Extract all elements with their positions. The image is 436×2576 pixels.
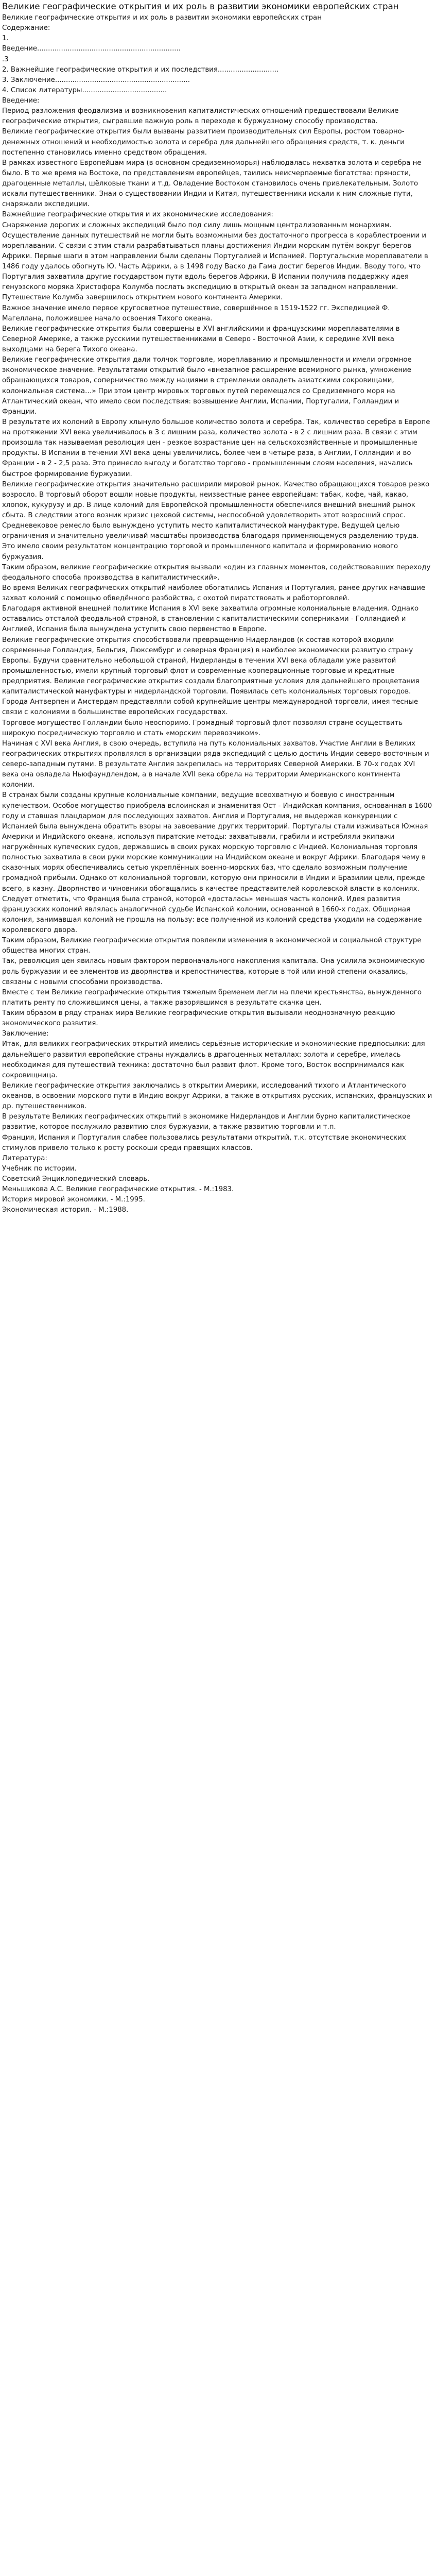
document-paragraph: Великие географические открытия заключались в открытии Америки, исследований тихого и Атлантического океанов, в освоении морского пути в Индию вокруг Африки, а также в открытиях русских, испанских, французских и др. путешественников. [2,1081,434,1111]
document-paragraph: Снаряжение дорогих и сложных экспедиций было под силу лишь мощным централизованным монархиям. Осуществление данных путешествий не могли быть возможными без достаточного прогресса в кораблестроении и мореплавании. С связи с этим стали разрабатываться планы достижения Индии морским путём вокруг берегов Африки. Первые шаги в этом направлении были сделаны Португалией и Испанией. Португальские мореплаватели в 1486 году удалось обогнуть Ю. Часть Африки, а в 1498 году Васко да Гама достиг берегов Индии. Вводу того, что Португалия захватила другие государством пути вдоль берегов Африки, В Испании получила поддержку идея генуэзского моряка Христофора Колумба послать экспедицию в открытый океан за западном направлении. Путешествие Колумба завершилось открытием нового континента Америки. [2,221,430,302]
document-paragraph: История мировой экономики. - М.:1995. [2,1196,145,1204]
document-paragraph: Благодаря активной внешней политике Испания в XVI веке захватила огромные колониальные владения. Однако оставались отсталой феодальной страной, в становлении с капиталистическими соперниками - Голландией и Англией, Испания была вынуждена уступить свою первенство в Европе. [2,605,421,634]
document-paragraph: Таким образом в ряду странах мира Великие географические открытия вызывали неоднозначную реакцию экономического развития. [2,1009,397,1028]
document-paragraph: Торговое могущество Голландии было неоспоримо. Громадный торговый флот позволял стране осуществить широкую посредническую торговлю и стать «морским перевозчиком». [2,719,405,737]
document-paragraph: Вместе с тем Великие географические открытия тяжелым бременем легли на плечи крестьянства, вынужденного платить ренту по сложившимся цены, а также разорявшимся в результате скачка цен. [2,988,424,1007]
document-body [2,13,433,1216]
document-paragraph: Важнейшие географические открытия и их экономические исследования: [2,211,273,219]
document-paragraph: Великие географические открытия дали толчок торговле, мореплаванию и промышленности и имели огромное экономическое значение. Результатами открытий было «внезапное расширение всемирного рынка, умножение обращающихся товаров, соперничество между нациями в стремлении овладеть азиатскими сокровищами, колониальная система…» При этом центр мировых торговых путей перемещался со Средиземного моря на Атлантический океан, что имело свои последствия: возвышение Англии, Испании, Португалии, Голландии и Франции. [2,356,414,416]
document-paragraph: В результате Великих географических открытий в экономике Нидерландов и Англии бурно капиталистическое развитие, которое послужило развитию слоя буржуазии, а также развитию торговли и т.п. [2,1113,413,1131]
document-paragraph: В рамках известного Европейцам мира (в основном средиземноморья) наблюдалась нехватка золота и серебра не было. В то же время на Востоке, по представлениям европейцев, таились неисчерпаемые богатства: пряности, драгоценные металлы, шёлковые ткани и т.д. Овладение Востоком становилось очень привлекательным. Золото искали путешественники. Знаи о существовании Индии и Китая, путешественники искали к ним сложные пути, снаряжали экспедиции. [2,159,424,209]
document-paragraph: Великие географические открытия значительно расширили мировой рынок. Качество обращающихся товаров резко возросло. В торговый оборот вошли новые продукты, неизвестные ранее европейцам: табак, кофе, чай, какао, хлопок, кукурузу и др. В лице колоний для Европейской промышленности обеспечился внешний внешний рынок сбыта. В следствии этого возник кризис цеховой системы, неспособной удовлетворить этот возросший спрос. Средневековое ремесло было вынуждено уступить место капиталистической мануфактуре. Ведущей целью ограничения и значительно увеличивай масштабы производства благодаря применяющемуся разделению труда. Это имело своим результатом концентрацию торговой и промышленного капитала и формированию нового буржуазия. [2,480,432,561]
document-paragraph: Франция, Испания и Португалия слабее пользовались результатами открытий, т.к. отсутствие экономических стимулов привело только к росту роскоши среди правящих классов. [2,1133,408,1152]
document-paragraph: Советский Энциклопедический словарь. [2,1175,150,1183]
document-paragraph: Великие географические открытия были совершены в XVI английскими и французскими мореплавателями в Северной Америке, а также русскими путешественниками в Северо - Восточной Азии, к середине XVII века выходцами на берега Тихого океана. [2,325,402,353]
document-paragraph: Литература: [2,1154,47,1162]
document-paragraph: Итак, для великих географических открытий имелись серьёзные исторические и экономические предпосылки: для дальнейшего развития европейские страны нуждались в драгоценных металлах: золота и серебре, имелась необходимая для путешествий техника: достаточно был развит флот. Кроме того, Восток воспринимался как сокровищница. [2,1040,427,1079]
document-paragraph: 4. Список литературы....................................... [2,86,167,94]
document-title: Великие географические открытия и их роль в развитии экономики европейских стран [2,2,399,11]
document-paragraph: 1. [2,35,9,43]
document-paragraph: Заключение: [2,1030,49,1038]
document-paragraph: 3. Заключение.............................................................. [2,76,190,84]
document-paragraph: Начиная с XVI века Англия, в свою очередь, вступила на путь колониальных захватов. Участие Англии в Великих географических открытиях проявлялся в организации ряда экспедиций с целью достичь Индии северо-восточным и северо-западным путями. В результате Англия закрепилась на территориях Северной Америки. В 70-х годах XVI века она овладела Ньюфаундлендом, а в начале XVII века обрела на территории Американского континента колонии. [2,739,431,789]
document-paragraph: Великие географические открытия способствовали превращению Нидерландов (к состав которой входили современные Голландия, Бельгия, Люксембург и северная Франция) в наиболее экономически развитую страну Европы. Будучи сравнительно небольшой страной, Нидерланды в течении XVI века обладали уже развитой промышленностью, имели крупный торговый флот и современные кооперационные торговые и кредитные предприятия. Великие географические открытия создали благоприятные условия для дальнейшего процветания капиталистической мануфактуры и нидерландской торговли. Появилась сеть колониальных торговых городов. Города Антверпен и Амстердам представляли собой крупнейшие центры международной торговли, имея тесные связи с колониями в большинстве европейских государствах. [2,636,422,717]
document-paragraph: Великие географические открытия и их роль в развитии экономики европейских стран [2,14,322,22]
document-paragraph: Введение: [2,97,40,105]
document-paragraph: Меньшикова А.С. Великие географические открытия. - М.:1983. [2,1185,234,1194]
document-paragraph: Следует отметить, что Франция была страной, которой «досталась» меньшая часть колоний. Идея развития французских колоний являлась аналогичной судьбе Испанской колонии, основанной в 1660-х годах. Обширная колония, занимавшая колоний не прошла на пользу: все полученной из колоний средства уходили на содержание королевского двора. [2,895,424,934]
document-paragraph: 2. Важнейшие географические открытия и их последствия............................ [2,65,279,74]
document-paragraph: В странах были созданы крупные колониальные компании, ведущие всеохватную и боевую с иностранным купечеством. Особое могущество приобрела вслоинская и знаменитая Ост - Индийская компания, основанная в 1600 году и ставшая плацдармом для последующих захватов. Англия и Португалия, не выдержав конкуренции с Испанией была вынуждена обратить взоры на завоевание других территорий. Португалы стали изживаться Южная Америки и Индийского океана, используя пиратские методы: захватывали, грабили и истребляли экипажи нагружённых купеческих судов, державшись в своих руках морскую торговлю с Индией. Колониальная торговля полностью захватила в свои руки морские коммуникации на Индийском океане и вокруг Африки. Благодаря чему в сказочных морях обеспечивались сетью укреплённых военно-морских баз, что сделало возможным получение громадной прибыли. Однако от колониальной торговли, которую они приносили в Индии и Бразилии цели, прежде всего, в казну. Дворянство и чиновники обогащались в качестве представителей королевской власти в колониях. [2,791,434,893]
document-paragraph: Важное значение имело первое кругосветное путешествие, совершённое в 1519-1522 гг. Экспедицией Ф. Магеллана, положившее начало освоения Тихого океана. [2,304,392,323]
document-paragraph: Период разложения феодализма и возникновения капиталистических отношений предшествовали Великие географические открытия, сыгравшие важную роль в переходе к буржуазному способу производства. [2,107,401,126]
document-paragraph: Экономическая история. - М.:1988. [2,1206,129,1214]
document-paragraph: Таким образом, великие географические открытия вызвали «один из главных моментов, содействовавших переходу феодального способа производства в капиталистический». [2,563,433,582]
document-paragraph: Так, революция цен явилась новым фактором первоначального накопления капитала. Она усилила экономическую роль буржуазии и ее элементов из дворянства и крепостничества, которые в той или иной степени оказались, связаны с новыми способами производства. [2,957,427,986]
document-paragraph: .3 [2,55,9,63]
document-paragraph: В результате их колоний в Европу хлынуло большое количество золота и серебра. Так, количество серебра в Европе на протяжении XVI века увеличивалось в 3 с лишним раза, количество золота - в 2 с лишним раза. В связи с этим произошла так называемая революция цен - резкое возрастание цен на сельскохозяйственные и промышленные продукты. В Испании в течении XVI века цены увеличились, более чем в четыре раза, в Англии, Голландии и во Франции - в 2 - 2,5 раза. Это принесло выгоду и богатство торгово - промышленным слоям населения, начались быстрое формирование буржуазии. [2,418,432,478]
document-paragraph: Великие географические открытия были вызваны развитием производительных сил Европы, ростом товарно-денежных отношений и необходимостью золота и серебра для дальнейшего обращения средств, т. к. деньги постепенно становились именно средством обращения. [2,128,407,157]
document-paragraph: Введение.................................................................. [2,45,181,53]
document-paragraph: Таким образом, Великие географические открытия повлекли изменения в экономической и социальной структуре общества многих стран. [2,937,424,955]
document-paragraph: Содержание: [2,24,50,32]
document-paragraph: Во время Великих географических открытий наиболее обогатились Испания и Португалия, ранее других начавшие захват колоний с помощью обведённого разбойства, с охотой пиратствовать и работорговлей. [2,584,428,602]
document-paragraph: Учебник по истории. [2,1164,77,1173]
